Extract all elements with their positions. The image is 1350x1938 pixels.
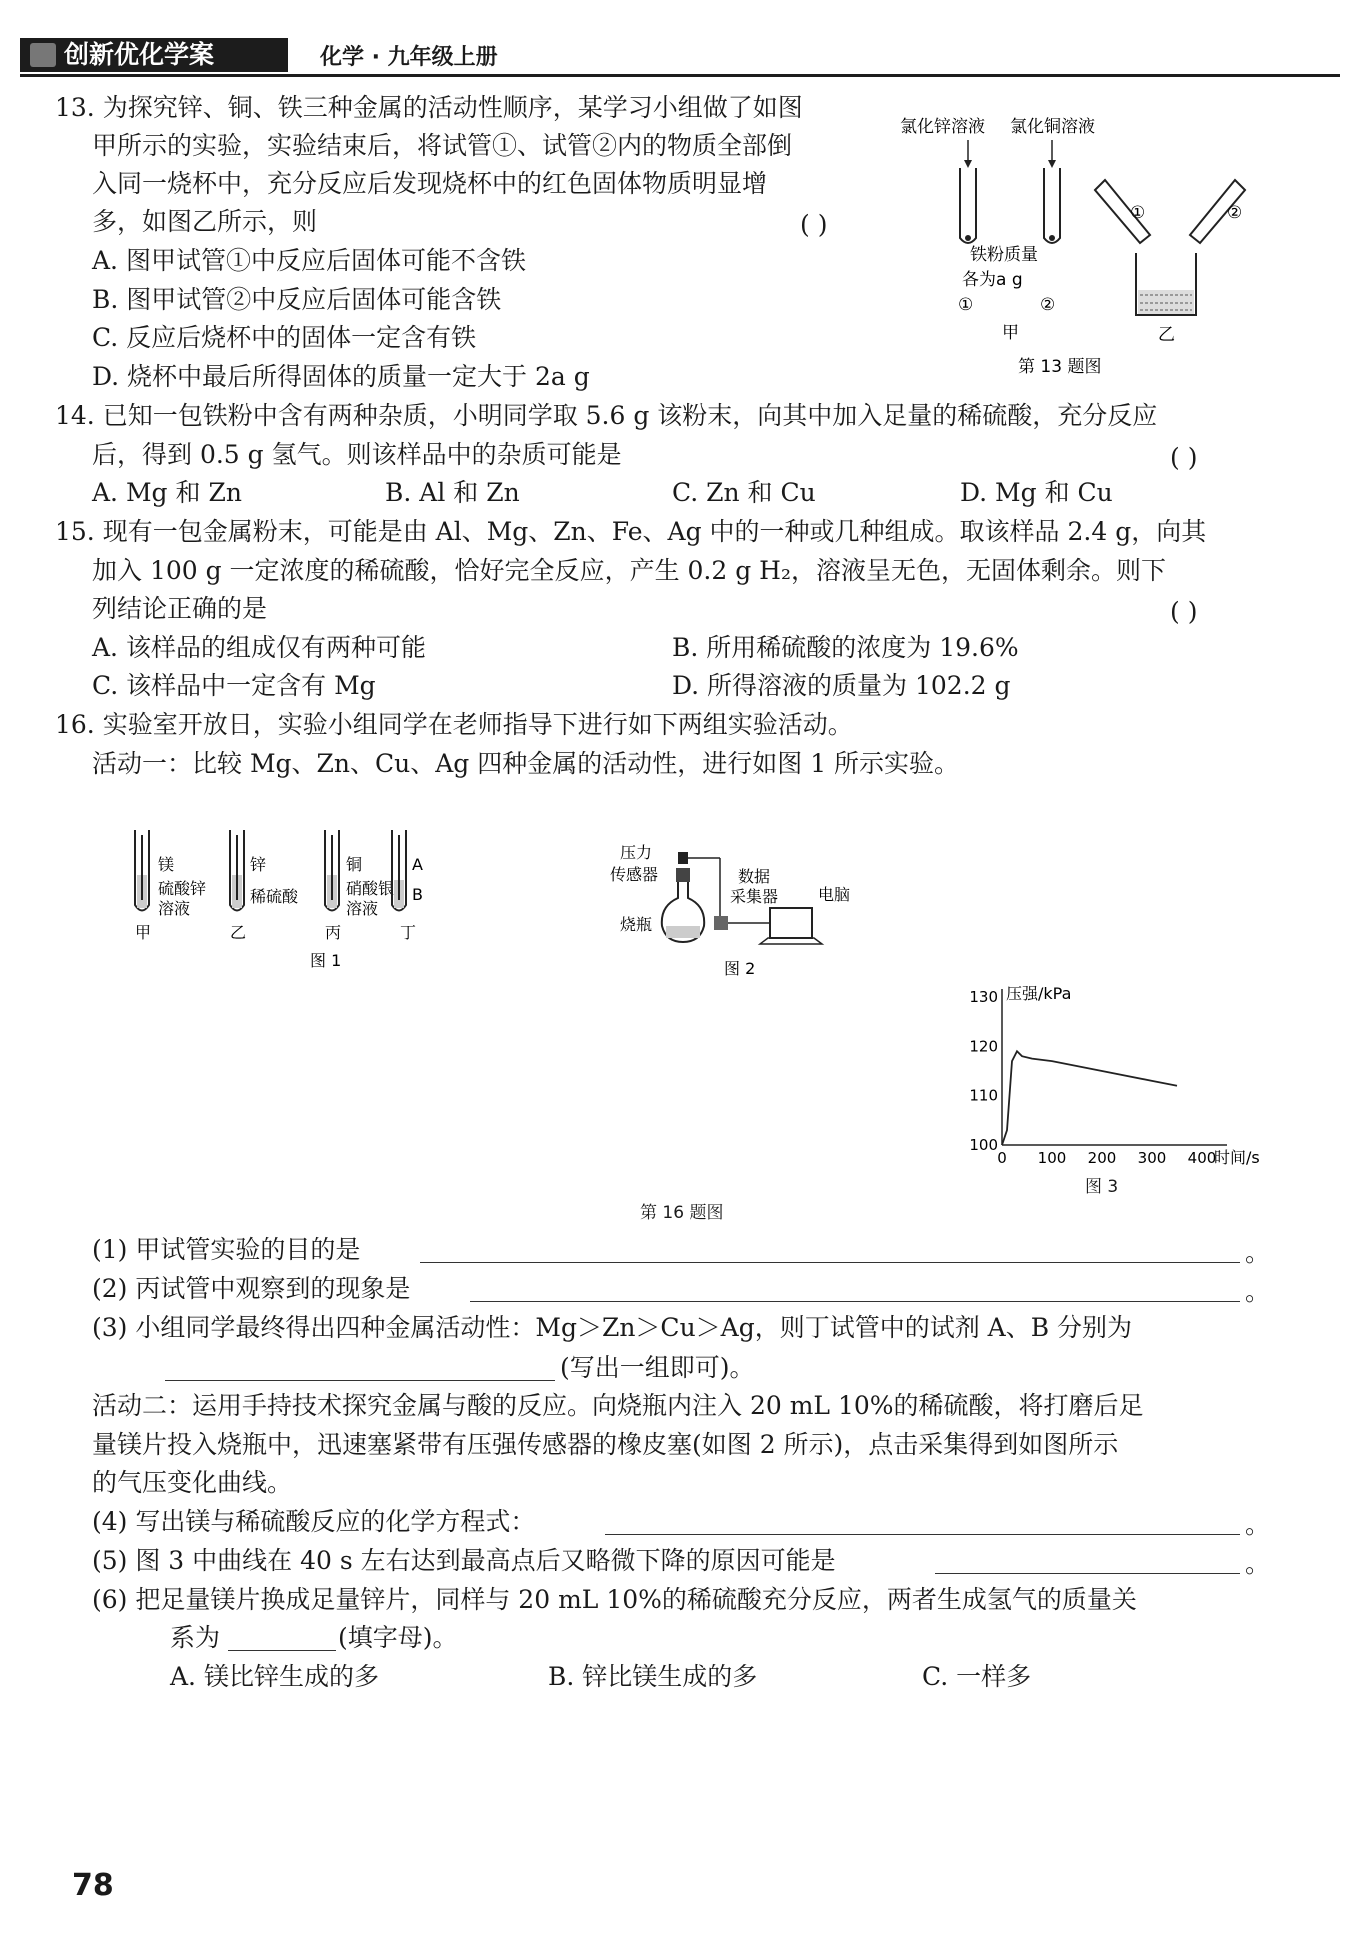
tube-yi-solution: 稀硫酸 — [250, 887, 299, 906]
q14-option-c: C. Zn 和 Cu — [672, 478, 816, 507]
q15-option-c: C. 该样品中一定含有 Mg — [92, 671, 376, 700]
q16-sub2: (2) 丙试管中观察到的现象是 — [92, 1274, 411, 1303]
q16-sub1-period: 。 — [1245, 1238, 1271, 1267]
pour-tube-2-number: ② — [1227, 203, 1243, 223]
figure-yi-label: 乙 — [1158, 325, 1175, 345]
q16-sub6-line-1: (6) 把足量镁片换成足量锌片，同样与 20 mL 10%的稀硫酸充分反应，两者生成氢气的质量关 — [92, 1585, 1137, 1614]
tube-bing-label: 丙 — [325, 923, 342, 942]
tube-ding-reagent-a: A — [412, 855, 423, 874]
pressure-sensor-icon — [678, 852, 688, 864]
tube-jia-solution-2: 溶液 — [158, 899, 191, 918]
q16-figure-2 — [600, 830, 900, 980]
pour-tube-1-number: ① — [1130, 203, 1146, 223]
x-tick-label: 300 — [1137, 1149, 1167, 1167]
q15-line-3: 列结论正确的是 — [92, 594, 268, 623]
q16-sub4: (4) 写出镁与稀硫酸反应的化学方程式： — [92, 1507, 536, 1536]
rubber-stopper-icon — [676, 868, 690, 882]
q14-line-1: 14. 已知一包铁粉中含有两种杂质，小明同学取 5.6 g 该粉末，向其中加入足量的稀硫酸，充分反应 — [55, 401, 1158, 430]
q15-option-a: A. 该样品的组成仅有两种可能 — [92, 633, 426, 662]
brand-logo-icon — [30, 43, 56, 67]
subject-title: 化学 · 九年级上册 — [320, 45, 498, 70]
tube-ding-icon — [392, 830, 406, 911]
q16-line-2: 活动一：比较 Mg、Zn、Cu、Ag 四种金属的活动性，进行如图 1 所示实验。 — [92, 749, 960, 778]
tube-jia-label: 甲 — [135, 923, 152, 942]
q16-sub6-answer-blank[interactable] — [228, 1620, 336, 1651]
q16-sub1-answer-blank[interactable] — [420, 1232, 1240, 1263]
q16-sub5-period: 。 — [1245, 1549, 1271, 1578]
y-tick-label: 100 — [969, 1136, 998, 1154]
q15-option-b: B. 所用稀硫酸的浓度为 19.6% — [672, 633, 1019, 662]
tube-jia-metal: 镁 — [158, 855, 175, 874]
label-zncl2: 氯化锌溶液 — [900, 117, 985, 137]
iron-powder-2-icon — [1049, 235, 1055, 241]
iron-powder-1-icon — [965, 235, 971, 241]
q16-line-1: 16. 实验室开放日，实验小组同学在老师指导下进行如下两组实验活动。 — [55, 710, 853, 739]
tube-bing-icon — [325, 830, 339, 911]
q13-option-b: B. 图甲试管②中反应后固体可能含铁 — [92, 285, 502, 314]
iron-mass-line2: 各为a g — [962, 270, 1023, 290]
tube-yi-metal: 锌 — [250, 855, 267, 874]
brand-banner — [20, 38, 288, 72]
tube-2-number: ② — [1040, 295, 1056, 315]
q16-sub6-option-c: C. 一样多 — [922, 1662, 1032, 1691]
q16-sub2-answer-blank[interactable] — [470, 1271, 1240, 1302]
q14-option-a: A. Mg 和 Zn — [92, 478, 242, 507]
figure-3-caption: 图 3 — [1085, 1177, 1119, 1197]
tube-jia-icon — [135, 830, 149, 911]
arrow-cu-head-icon — [1048, 160, 1056, 168]
brand-title: 创新优化学案 — [64, 40, 215, 69]
q16-sub4-answer-blank[interactable] — [605, 1504, 1240, 1535]
q16-figure-1 — [110, 820, 550, 1000]
q13-option-d: D. 烧杯中最后所得固体的质量一定大于 2a g — [92, 362, 590, 391]
q14-option-b: B. Al 和 Zn — [385, 478, 520, 507]
q16-act2-line-1: 活动二：运用手持技术探究金属与酸的反应。向烧瓶内注入 20 mL 10%的稀硫酸，将打磨后足 — [92, 1391, 1144, 1420]
q16-sub6-option-a: A. 镁比锌生成的多 — [170, 1662, 379, 1691]
figure-1-caption: 图 1 — [310, 951, 342, 970]
q14-answer-paren: ( ) — [1170, 443, 1198, 472]
q16-sub4-period: 。 — [1245, 1510, 1271, 1539]
tube-yi-icon — [230, 830, 244, 911]
test-tube-1-icon — [960, 168, 976, 243]
q13-option-c: C. 反应后烧杯中的固体一定含有铁 — [92, 323, 477, 352]
q16-sub3-answer-blank[interactable] — [165, 1350, 555, 1381]
q15-line-1: 15. 现有一包金属粉末，可能是由 Al、Mg、Zn、Fe、Ag 中的一种或几种组成。取该样品 2.4 g，向其 — [55, 517, 1207, 546]
y-tick-label: 110 — [969, 1086, 998, 1105]
q13-line-2: 甲所示的实验，实验结束后，将试管①、试管②内的物质全部倒 — [92, 131, 793, 160]
sensor-label-1: 压力 — [620, 843, 653, 862]
sensor-label-2: 传感器 — [610, 865, 659, 884]
y-tick-label: 130 — [969, 988, 998, 1006]
q16-figure-caption: 第 16 题图 — [640, 1203, 724, 1223]
q16-sub2-period: 。 — [1245, 1277, 1271, 1306]
q16-sub5: (5) 图 3 中曲线在 40 s 左右达到最高点后又略微下降的原因可能是 — [92, 1546, 836, 1575]
flask-liquid-icon — [666, 926, 700, 938]
q13-figure — [900, 110, 1260, 380]
tube-1-number: ① — [958, 295, 974, 315]
q13-figure-caption: 第 13 题图 — [1018, 357, 1102, 377]
q15-line-2: 加入 100 g 一定浓度的稀硫酸，恰好完全反应，产生 0.2 g H₂，溶液呈无色，无固体剩余。则下 — [92, 556, 1166, 585]
data-collector-icon — [714, 916, 728, 930]
tube-ding-label: 丁 — [400, 923, 417, 942]
q16-sub6-line-2: 系为 — [170, 1623, 221, 1652]
pressure-curve — [1002, 1051, 1177, 1145]
tube-bing-metal: 铜 — [346, 855, 363, 874]
tube-jia-solution-1: 硫酸锌 — [158, 879, 207, 898]
computer-screen-icon — [770, 908, 812, 938]
q14-line-2: 后，得到 0.5 g 氢气。则该样品中的杂质可能是 — [92, 440, 622, 469]
q13-line-1: 13. 为探究锌、铜、铁三种金属的活动性顺序，某学习小组做了如图 — [55, 93, 803, 122]
q16-act2-line-3: 的气压变化曲线。 — [92, 1468, 293, 1497]
q16-sub6-option-b: B. 锌比镁生成的多 — [548, 1662, 758, 1691]
q16-sub3-tail: (写出一组即可)。 — [560, 1353, 755, 1382]
x-tick-label: 200 — [1087, 1149, 1117, 1167]
x-axis-label: 时间/s — [1214, 1148, 1260, 1167]
q16-figure-3-chart — [950, 985, 1260, 1185]
y-tick-label: 120 — [969, 1037, 998, 1056]
q13-answer-paren: ( ) — [800, 210, 828, 239]
iron-mass-line1: 铁粉质量 — [970, 245, 1038, 265]
q16-sub5-answer-blank[interactable] — [935, 1543, 1240, 1574]
tube-bing-solution-2: 溶液 — [346, 899, 379, 918]
q13-line-4: 多，如图乙所示，则 — [92, 207, 318, 236]
figure-2-caption: 图 2 — [724, 959, 756, 978]
x-tick-label: 400 — [1187, 1149, 1217, 1167]
header-rule — [20, 74, 1340, 77]
q16-sub6-tail: (填字母)。 — [338, 1623, 458, 1652]
collector-label-1: 数据 — [738, 867, 771, 886]
arrow-zn-head-icon — [964, 160, 972, 168]
page-number: 78 — [72, 1868, 114, 1903]
figure-jia-label: 甲 — [1002, 323, 1019, 343]
computer-label: 电脑 — [818, 885, 851, 904]
tube-ding-reagent-b: B — [412, 885, 423, 904]
x-tick-label: 100 — [1037, 1149, 1067, 1167]
label-cucl2: 氯化铜溶液 — [1010, 117, 1095, 137]
q16-sub3: (3) 小组同学最终得出四种金属活动性：Mg＞Zn＞Cu＞Ag，则丁试管中的试剂 A、B 分别为 — [92, 1313, 1133, 1342]
q16-sub1: (1) 甲试管实验的目的是 — [92, 1235, 361, 1264]
test-tube-2-icon — [1044, 168, 1060, 243]
x-tick-label: 0 — [997, 1149, 1007, 1167]
q15-option-d: D. 所得溶液的质量为 102.2 g — [672, 671, 1011, 700]
tube-bing-solution-1: 硝酸银 — [346, 879, 395, 898]
q16-act2-line-2: 量镁片投入烧瓶中，迅速塞紧带有压强传感器的橡皮塞(如图 2 所示)，点击采集得到如图所示 — [92, 1430, 1119, 1459]
y-axis-label: 压强/kPa — [1006, 985, 1072, 1003]
tube-yi-label: 乙 — [230, 923, 247, 942]
page-header — [20, 38, 1340, 74]
flask-label: 烧瓶 — [620, 915, 653, 934]
q13-option-a: A. 图甲试管①中反应后固体可能不含铁 — [92, 246, 526, 275]
collector-label-2: 采集器 — [730, 887, 779, 906]
q14-option-d: D. Mg 和 Cu — [960, 478, 1113, 507]
q15-answer-paren: ( ) — [1170, 597, 1198, 626]
q13-line-3: 入同一烧杯中，充分反应后发现烧杯中的红色固体物质明显增 — [92, 169, 768, 198]
